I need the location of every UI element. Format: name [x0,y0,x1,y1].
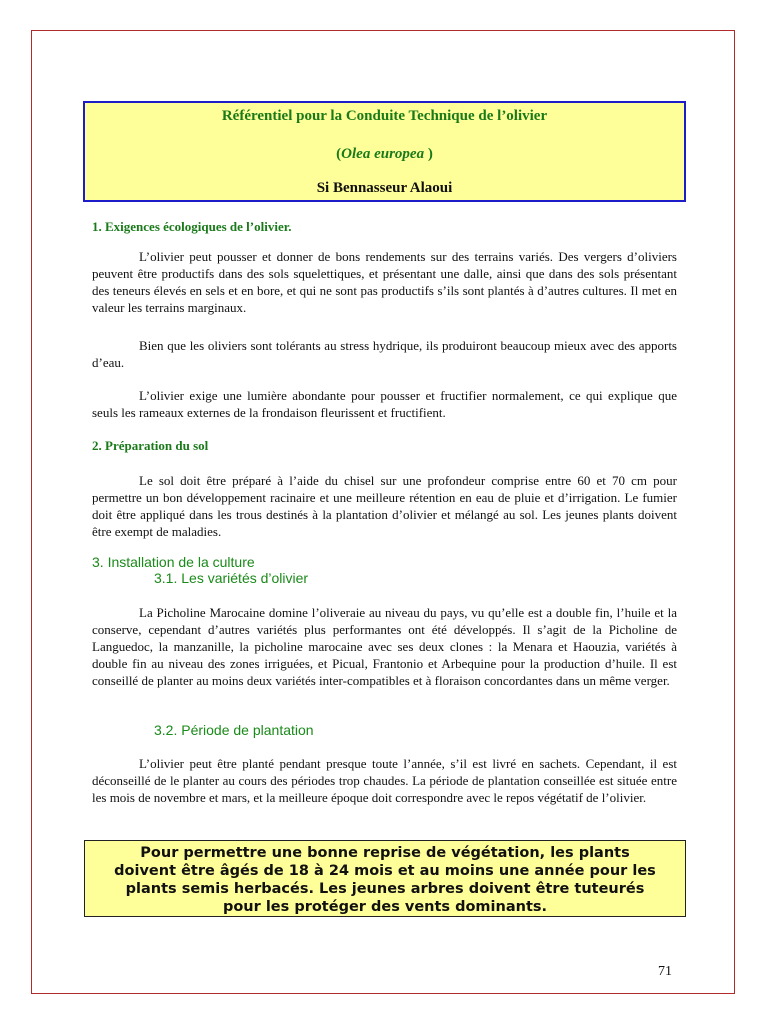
section-3-1-heading: 3.1. Les variétés d’olivier [154,570,309,586]
author: Si Bennasseur Alaoui [316,180,453,196]
species-name: Olea europea [341,146,425,162]
section-3-1-paragraph: La Picholine Marocaine domine l’oliveraie au niveau du pays, vu qu’elle est a double fin, l’huile et la conserve, cependant d’autres variétés plus performantes ont été développés. Il s’agit de la Picholine de Languedoc, la manzanille, la picholine marocaine avec ses deux clones : la Menara et Haouzia, variétés à double fin au niveau des zones irriguées, et Picual, Frantonio et Arbequine pour la production d’huile. Il est conseillé de planter au moins deux variétés inter-compatibles et à floraison concordantes dans un même verger. [92,605,677,688]
note-line: pour les protéger des vents dominants. [222,899,548,915]
document-title: Référentiel pour la Conduite Technique de l’olivier [221,108,548,124]
species-open: ( [336,146,342,162]
section-1-paragraph-3: L’olivier exige une lumière abondante pour pousser et fructifier normalement, ce qui explique que seuls les rameaux externes de la frondaison fleurissent et fructifient. [92,388,677,420]
highlight-note-box [84,840,686,917]
section-1-paragraph-2: Bien que les oliviers sont tolérants au stress hydrique, ils produiront beaucoup mieux avec des apports d’eau. [92,338,677,370]
note-line: plants semis herbacés. Les jeunes arbres doivent être tuteurés [125,881,645,897]
section-3-heading: 3. Installation de la culture [92,554,255,570]
section-3-2-heading: 3.2. Période de plantation [154,722,314,738]
section-2-paragraph: Le sol doit être préparé à l’aide du chisel sur une profondeur comprise entre 60 et 70 cm pour permettre un bon développement racinaire et une meilleure rétention en eau de pluie et d’irrigation. Le fumier doit être appliqué dans les trous destinés à la plantation d’olivier et mélangé au sol. Les jeunes plants doivent être exempt de maladies. [92,473,677,539]
section-3-2-paragraph: L’olivier peut être planté pendant presque toute l’année, s’il est livré en sachets. Cependant, il est déconseillé de le planter au cours des périodes trop chaudes. La période de plantation conseillée est située entre les mois de novembre et mars, et la meilleure époque doit correspondre avec le repos végétatif de l’olivier. [92,756,677,805]
section-2-heading: 2. Préparation du sol [92,438,209,453]
section-1-heading: 1. Exigences écologiques de l’olivier. [92,219,292,234]
note-line: Pour permettre une bonne reprise de végétation, les plants [140,845,630,861]
species-close: ) [424,146,433,162]
note-line: doivent être âgés de 18 à 24 mois et au moins une année pour les [114,863,656,879]
section-1-paragraph-1: L’olivier peut pousser et donner de bons rendements sur des terrains variés. Des vergers d’oliviers peuvent être productifs dans des sols squelettiques, et présentant une dalle, ainsi que dans des sols présentant des teneurs élevés en sels et en bore, et qui ne sont pas productifs s’ils sont plantés à d’autres cultures. Il met en valeur les terrains marginaux. [92,249,677,315]
title-box [83,101,686,202]
page-number: 71 [658,964,672,979]
species-line [85,146,684,163]
